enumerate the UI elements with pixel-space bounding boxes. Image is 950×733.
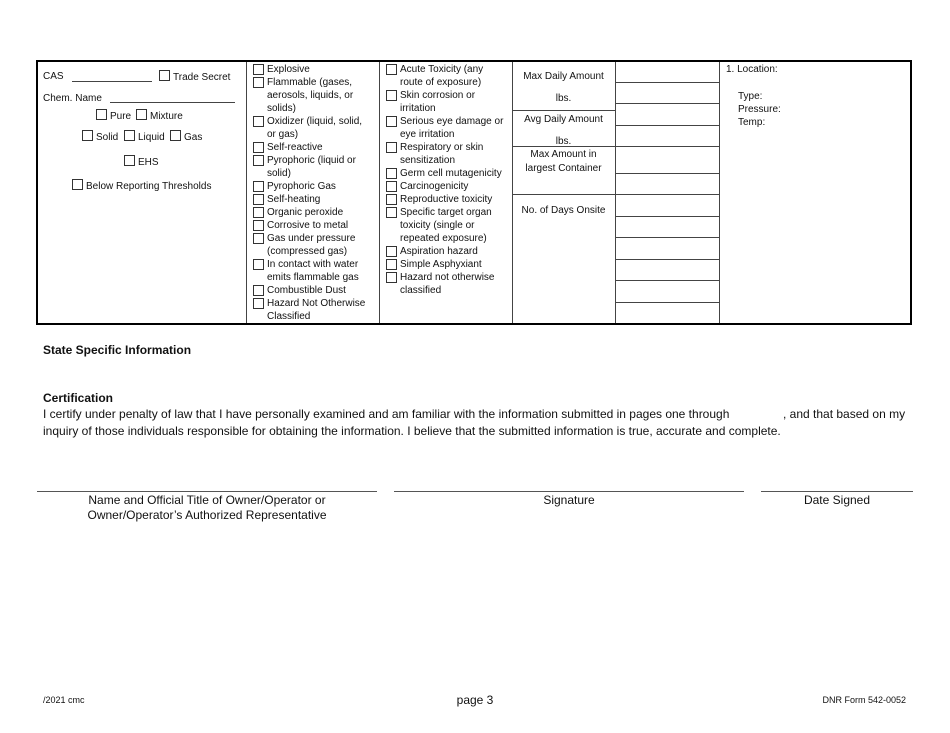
hazard-checkbox[interactable] xyxy=(253,155,264,166)
hazard-label: Gas under pressure xyxy=(267,233,356,244)
hazard-checkbox[interactable] xyxy=(253,77,264,88)
form-number: DNR Form 542-0052 xyxy=(822,695,906,705)
hazard-label: eye irritation xyxy=(400,129,455,140)
gas-checkbox[interactable] xyxy=(170,130,181,141)
physical-hazards-list xyxy=(253,63,377,323)
hazard-label: solids) xyxy=(267,103,296,114)
liquid-label: Liquid xyxy=(138,132,165,143)
max-daily-unit: lbs. xyxy=(555,93,572,104)
hazard-checkbox[interactable] xyxy=(253,259,264,270)
hazard-label: aerosols, liquids, or xyxy=(267,90,354,101)
hazard-label: Corrosive to metal xyxy=(267,220,349,231)
hazard-label: Reproductive toxicity xyxy=(400,194,493,205)
hazard-label: or gas) xyxy=(267,129,299,140)
hazard-label: In contact with water xyxy=(267,259,359,270)
hazard-checkbox[interactable] xyxy=(386,194,397,205)
hazard-label: repeated exposure) xyxy=(400,233,487,244)
hazard-checkbox[interactable] xyxy=(253,181,264,192)
column-divider xyxy=(719,62,720,323)
hazard-label: Self-reactive xyxy=(267,142,323,153)
below-threshold-option[interactable] xyxy=(72,179,211,193)
hazard-label: Skin corrosion or xyxy=(400,90,476,101)
location-label: 1. Location: xyxy=(726,64,778,75)
ehs-checkbox[interactable] xyxy=(124,155,135,166)
hazard-checkbox[interactable] xyxy=(253,64,264,75)
hazard-label: route of exposure) xyxy=(400,77,482,88)
hazard-label: Serious eye damage or xyxy=(400,116,504,127)
hazard-label: Pyrophoric Gas xyxy=(267,181,336,192)
hazard-checkbox[interactable] xyxy=(386,116,397,127)
temp-label: Temp: xyxy=(738,117,766,128)
ehs-option[interactable] xyxy=(124,155,159,169)
cas-input-line[interactable] xyxy=(72,81,152,82)
row-divider xyxy=(512,110,615,111)
row-divider xyxy=(615,194,719,195)
cas-label: CAS xyxy=(43,71,64,82)
chem-name-label: Chem. Name xyxy=(43,93,102,104)
hazard-label: Simple Asphyxiant xyxy=(400,259,482,270)
pressure-label: Pressure: xyxy=(738,104,781,115)
max-container-label-line1: Max Amount in xyxy=(530,149,597,160)
hazard-label: Pyrophoric (liquid or xyxy=(267,155,356,166)
hazard-label: Oxidizer (liquid, solid, xyxy=(267,116,363,127)
column-divider xyxy=(615,62,616,323)
hazard-label: Combustible Dust xyxy=(267,285,346,296)
state-specific-heading: State Specific Information xyxy=(43,343,192,357)
liquid-option[interactable] xyxy=(124,130,165,144)
hazard-checkbox[interactable] xyxy=(253,194,264,205)
hazard-checkbox[interactable] xyxy=(253,207,264,218)
pure-option[interactable] xyxy=(96,109,131,123)
mixture-label: Mixture xyxy=(150,111,183,122)
mixture-option[interactable] xyxy=(136,109,183,123)
column-divider xyxy=(379,62,380,323)
page-number: page 3 xyxy=(456,693,494,707)
hazard-checkbox[interactable] xyxy=(253,298,264,309)
hazard-label: Classified xyxy=(267,311,311,322)
trade-secret-label: Trade Secret xyxy=(173,72,231,83)
trade-secret-option[interactable] xyxy=(159,70,230,84)
hazard-checkbox[interactable] xyxy=(386,272,397,283)
hazard-checkbox[interactable] xyxy=(386,246,397,257)
certification-heading: Certification xyxy=(43,391,114,405)
signature-label: Signature xyxy=(543,493,595,507)
hazard-label: Explosive xyxy=(267,64,310,75)
row-divider xyxy=(615,103,719,104)
avg-daily-label: Avg Daily Amount xyxy=(524,114,603,125)
certification-text-line1b: , and that based on my xyxy=(783,407,906,421)
hazard-checkbox[interactable] xyxy=(253,142,264,153)
liquid-checkbox[interactable] xyxy=(124,130,135,141)
solid-label: Solid xyxy=(96,132,119,143)
row-divider xyxy=(615,280,719,281)
column-divider xyxy=(246,62,247,323)
max-container-label-line2: largest Container xyxy=(525,163,602,174)
ehs-label: EHS xyxy=(138,157,159,168)
hazard-inventory-table xyxy=(36,60,912,325)
date-signed-label: Date Signed xyxy=(803,493,871,507)
hazard-label: Hazard Not Otherwise xyxy=(267,298,366,309)
footer-revision: /2021 cmc xyxy=(43,695,85,705)
certification-text-line2: inquiry of those individuals responsible for obtaining the information. I believe that the submitted information is true, accurate and complete. xyxy=(43,424,781,438)
row-divider xyxy=(615,125,719,126)
name-title-label-line2: Owner/Operator’s Authorized Representative xyxy=(87,508,327,522)
hazard-label: sensitization xyxy=(400,155,456,166)
hazard-label: toxicity (single or xyxy=(400,220,475,231)
row-divider xyxy=(615,237,719,238)
below-threshold-checkbox[interactable] xyxy=(72,179,83,190)
row-divider xyxy=(615,216,719,217)
hazard-checkbox[interactable] xyxy=(253,285,264,296)
hazard-label: Self-heating xyxy=(267,194,321,205)
hazard-checkbox[interactable] xyxy=(386,168,397,179)
chem-name-input-line[interactable] xyxy=(110,102,235,103)
hazard-checkbox[interactable] xyxy=(386,207,397,218)
row-divider xyxy=(512,194,615,195)
hazard-label: Carcinogenicity xyxy=(400,181,469,192)
mixture-checkbox[interactable] xyxy=(136,109,147,120)
hazard-checkbox[interactable] xyxy=(386,90,397,101)
type-label: Type: xyxy=(738,91,763,102)
hazard-label: Aspiration hazard xyxy=(400,246,478,257)
trade-secret-checkbox[interactable] xyxy=(159,70,170,81)
hazard-checkbox[interactable] xyxy=(386,64,397,75)
hazard-checkbox[interactable] xyxy=(386,142,397,153)
row-divider xyxy=(615,146,719,147)
hazard-checkbox[interactable] xyxy=(253,116,264,127)
pure-checkbox[interactable] xyxy=(96,109,107,120)
gas-label: Gas xyxy=(184,132,203,143)
row-divider xyxy=(615,302,719,303)
solid-checkbox[interactable] xyxy=(82,130,93,141)
max-daily-label: Max Daily Amount xyxy=(523,71,604,82)
certification-text-line1a: I certify under penalty of law that I have personally examined and am familiar with the information submitted in pages one through xyxy=(43,407,730,421)
hazard-label: Hazard not otherwise xyxy=(400,272,495,283)
hazard-label: emits flammable gas xyxy=(267,272,359,283)
row-divider xyxy=(615,82,719,83)
hazard-label: Organic peroxide xyxy=(267,207,344,218)
below-threshold-label: Below Reporting Thresholds xyxy=(86,181,212,192)
row-divider xyxy=(615,173,719,174)
pure-label: Pure xyxy=(110,111,132,122)
hazard-label: solid) xyxy=(267,168,291,179)
hazard-label: (compressed gas) xyxy=(267,246,348,257)
gas-option[interactable] xyxy=(170,130,202,144)
hazard-label: classified xyxy=(400,285,442,296)
hazard-checkbox[interactable] xyxy=(386,181,397,192)
health-hazards-list xyxy=(386,63,510,323)
hazard-label: Respiratory or skin xyxy=(400,142,484,153)
hazard-checkbox[interactable] xyxy=(386,259,397,270)
hazard-label: Germ cell mutagenicity xyxy=(400,168,502,179)
hazard-label: Acute Toxicity (any xyxy=(400,64,484,75)
name-title-label-line1: Name and Official Title of Owner/Operator or xyxy=(88,493,326,507)
row-divider xyxy=(615,259,719,260)
hazard-label: Flammable (gases, xyxy=(267,77,353,88)
hazard-label: irritation xyxy=(400,103,436,114)
days-onsite-label: No. of Days Onsite xyxy=(521,205,606,216)
hazard-checkbox[interactable] xyxy=(253,233,264,244)
hazard-checkbox[interactable] xyxy=(253,220,264,231)
avg-daily-unit: lbs. xyxy=(555,136,572,147)
solid-option[interactable] xyxy=(82,130,118,144)
hazard-label: Specific target organ xyxy=(400,207,492,218)
